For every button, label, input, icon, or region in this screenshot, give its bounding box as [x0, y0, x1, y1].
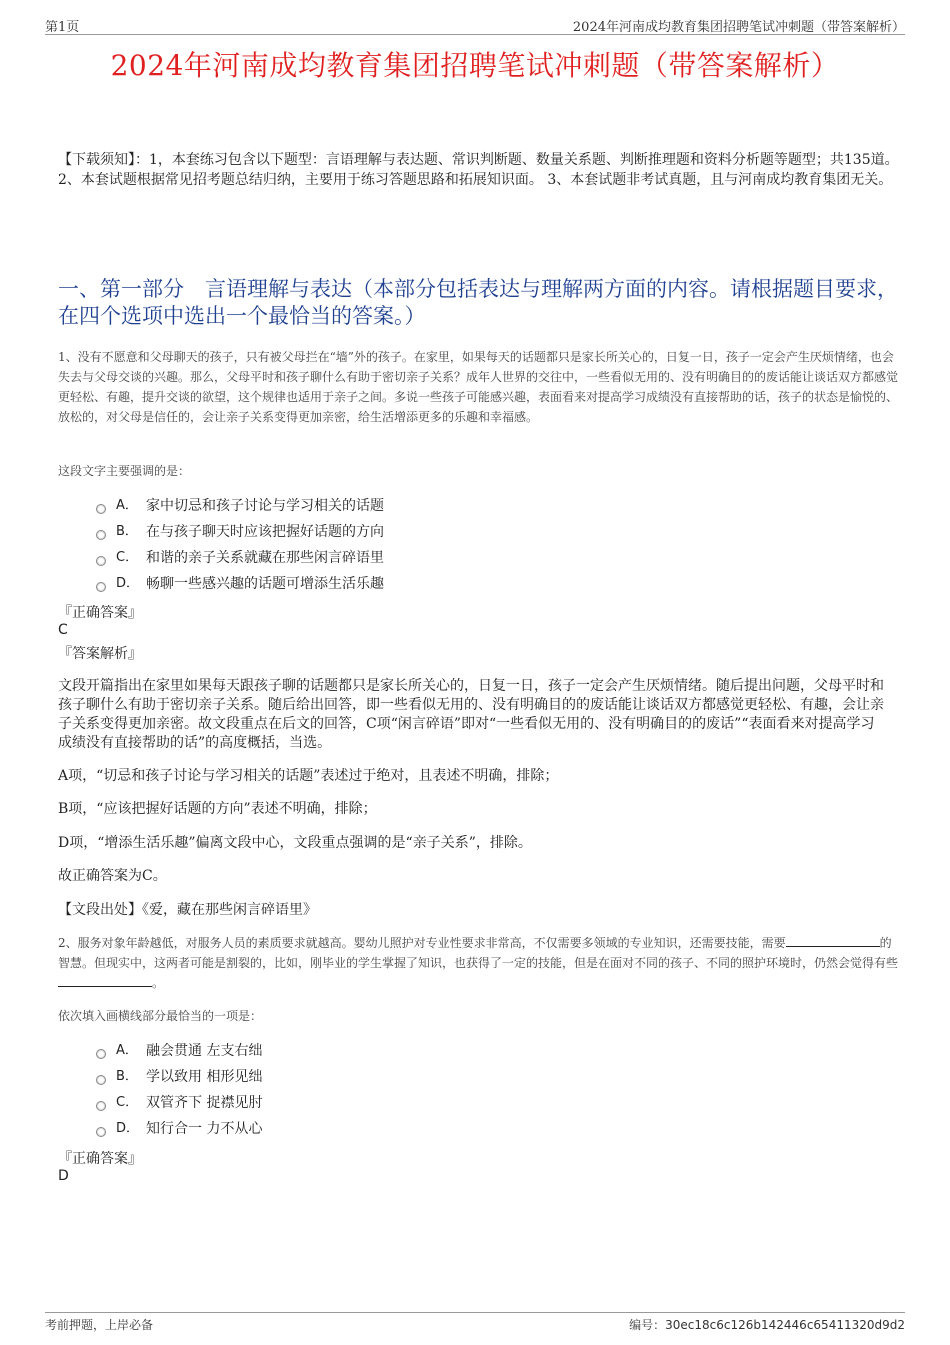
- page-footer: [45, 1312, 905, 1332]
- question-2-options: [96, 1038, 262, 1142]
- radio-button-icon[interactable]: [96, 1101, 106, 1111]
- header-doc-title: 2024年河南成均教育集团招聘笔试冲刺题（带答案解析）: [572, 20, 905, 35]
- question-1-prompt: 这段文字主要强调的是：: [58, 464, 191, 478]
- option-a[interactable]: [96, 493, 384, 519]
- page-header: [45, 14, 905, 35]
- question-2-text: [58, 933, 898, 993]
- correct-answer-label: 『正确答案』: [58, 1151, 142, 1167]
- option-letter: D．: [116, 1121, 140, 1136]
- option-text: 家中切忌和孩子讨论与学习相关的话题: [146, 498, 384, 514]
- question-2-text-part-2: 的智慧。但现实中，这两者可能是割裂的，比如，刚毕业的学生掌握了知识，也获得了一定的技能，但是在面对不同的孩子、不同的照护环境时，仍然会觉得有些: [58, 936, 899, 970]
- option-text: 知行合一 力不从心: [146, 1121, 263, 1137]
- option-letter: A．: [116, 1043, 138, 1058]
- option-b[interactable]: [96, 1064, 262, 1090]
- footer-slogan: 考前押题，上岸必备: [45, 1318, 154, 1332]
- option-letter: C．: [116, 550, 139, 565]
- option-d[interactable]: [96, 571, 384, 597]
- analysis-option-d: D项，“增添生活乐趣”偏离文段中心，文段重点强调的是“亲子关系”，排除。: [58, 835, 532, 851]
- question-2-text-part-3: 。: [152, 976, 165, 990]
- option-text: 融会贯通 左支右绌: [146, 1043, 263, 1059]
- fill-blank-1[interactable]: [786, 934, 880, 947]
- analysis-option-a: A项，“切忌和孩子讨论与学习相关的话题”表述过于绝对，且表述不明确，排除；: [58, 768, 559, 784]
- option-letter: B．: [116, 524, 138, 539]
- option-text: 畅聊一些感兴趣的话题可增添生活乐趣: [146, 576, 384, 592]
- question-1-options: [96, 493, 384, 597]
- analysis-option-b: B项，“应该把握好话题的方向”表述不明确，排除；: [58, 801, 377, 817]
- option-text: 和谐的亲子关系就藏在那些闲言碎语里: [146, 550, 384, 566]
- radio-button-icon[interactable]: [96, 582, 106, 592]
- code-value: 30ec18c6c126b142446c65411320d9d2: [665, 1318, 905, 1332]
- radio-button-icon[interactable]: [96, 530, 106, 540]
- section-heading: 一、第一部分 言语理解与表达（本部分包括表达与理解两方面的内容。请根据题目要求，在四个选项中选出一个最恰当的答案。）: [58, 277, 898, 328]
- question-2-prompt: 依次填入画横线部分最恰当的一项是：: [58, 1009, 263, 1023]
- fill-blank-2[interactable]: [58, 974, 152, 987]
- radio-button-icon[interactable]: [96, 556, 106, 566]
- download-notice: 【下载须知】：1，本套练习包含以下题型：言语理解与表达题、常识判断题、数量关系题、判断推理题和资料分析题等题型；共135道。 2、本套试题根据常见招考题总结归纳，主要用于练习答题思路和拓展知识面。 3、本套试题非考试真题，且与河南成均教育集团无关。: [58, 152, 899, 188]
- document-code: [629, 1316, 905, 1333]
- radio-button-icon[interactable]: [96, 504, 106, 514]
- page-number: 第1页: [45, 20, 80, 35]
- correct-answer-label: 『正确答案』: [58, 605, 142, 621]
- passage-source: 【文段出处】《爱，藏在那些闲言碎语里》: [58, 902, 317, 918]
- option-d[interactable]: [96, 1116, 262, 1142]
- radio-button-icon[interactable]: [96, 1075, 106, 1085]
- option-letter: D．: [116, 576, 140, 591]
- correct-answer: C: [58, 622, 68, 638]
- answer-analysis: 文段开篇指出在家里如果每天跟孩子聊的话题都只是家长所关心的，日复一日，孩子一定会产生厌烦情绪。随后提出问题，父母平时和孩子聊什么有助于密切亲子关系。随后给出回答，即一些看似无用的、没有明确目的的废话能让谈话双方都感觉更轻松、有趣，会让亲子关系变得更加亲密。故文段重点在后文的回答，C项“闲言碎语”即对“一些看似无用的、没有明确目的的废话”“表面看来对提高学习成绩没有直接帮助的话”的高度概括，当选。: [58, 678, 884, 751]
- option-letter: C．: [116, 1095, 139, 1110]
- analysis-conclusion: 故正确答案为C。: [58, 868, 167, 884]
- option-a[interactable]: [96, 1038, 262, 1064]
- option-text: 在与孩子聊天时应该把握好话题的方向: [146, 524, 384, 540]
- code-label: 编号：: [629, 1318, 666, 1332]
- option-b[interactable]: [96, 519, 384, 545]
- document-title: 2024年河南成均教育集团招聘笔试冲刺题（带答案解析）: [110, 49, 840, 82]
- option-c[interactable]: [96, 545, 384, 571]
- option-letter: A．: [116, 498, 138, 513]
- radio-button-icon[interactable]: [96, 1049, 106, 1059]
- question-1-text: 1、没有不愿意和父母聊天的孩子，只有被父母拦在“墙”外的孩子。在家里，如果每天的话题都只是家长所关心的，日复一日，孩子一定会产生厌烦情绪，也会失去与父母交谈的兴趣。那么，父母平时和孩子聊什么有助于密切亲子关系？成年人世界的交往中，一些看似无用的、没有明确目的的废话能让谈话双方都感觉更轻松、有趣，提升交谈的欲望，这个规律也适用于亲子之间。多说一些孩子可能感兴趣，表面看来对提高学习成绩没有直接帮助的话，孩子的状态是愉悦的、放松的，对父母是信任的，会让亲子关系变得更加亲密，给生活增添更多的乐趣和幸福感。: [58, 350, 899, 424]
- analysis-label: 『答案解析』: [58, 646, 142, 662]
- option-text: 双管齐下 捉襟见肘: [146, 1095, 263, 1111]
- correct-answer: D: [58, 1168, 69, 1184]
- option-letter: B．: [116, 1069, 138, 1084]
- option-c[interactable]: [96, 1090, 262, 1116]
- question-2-text-part-1: 2、服务对象年龄越低，对服务人员的素质要求就越高。婴幼儿照护对专业性要求非常高，不仅需要多领域的专业知识，还需要技能，需要: [58, 936, 786, 950]
- option-text: 学以致用 相形见绌: [146, 1069, 263, 1085]
- radio-button-icon[interactable]: [96, 1127, 106, 1137]
